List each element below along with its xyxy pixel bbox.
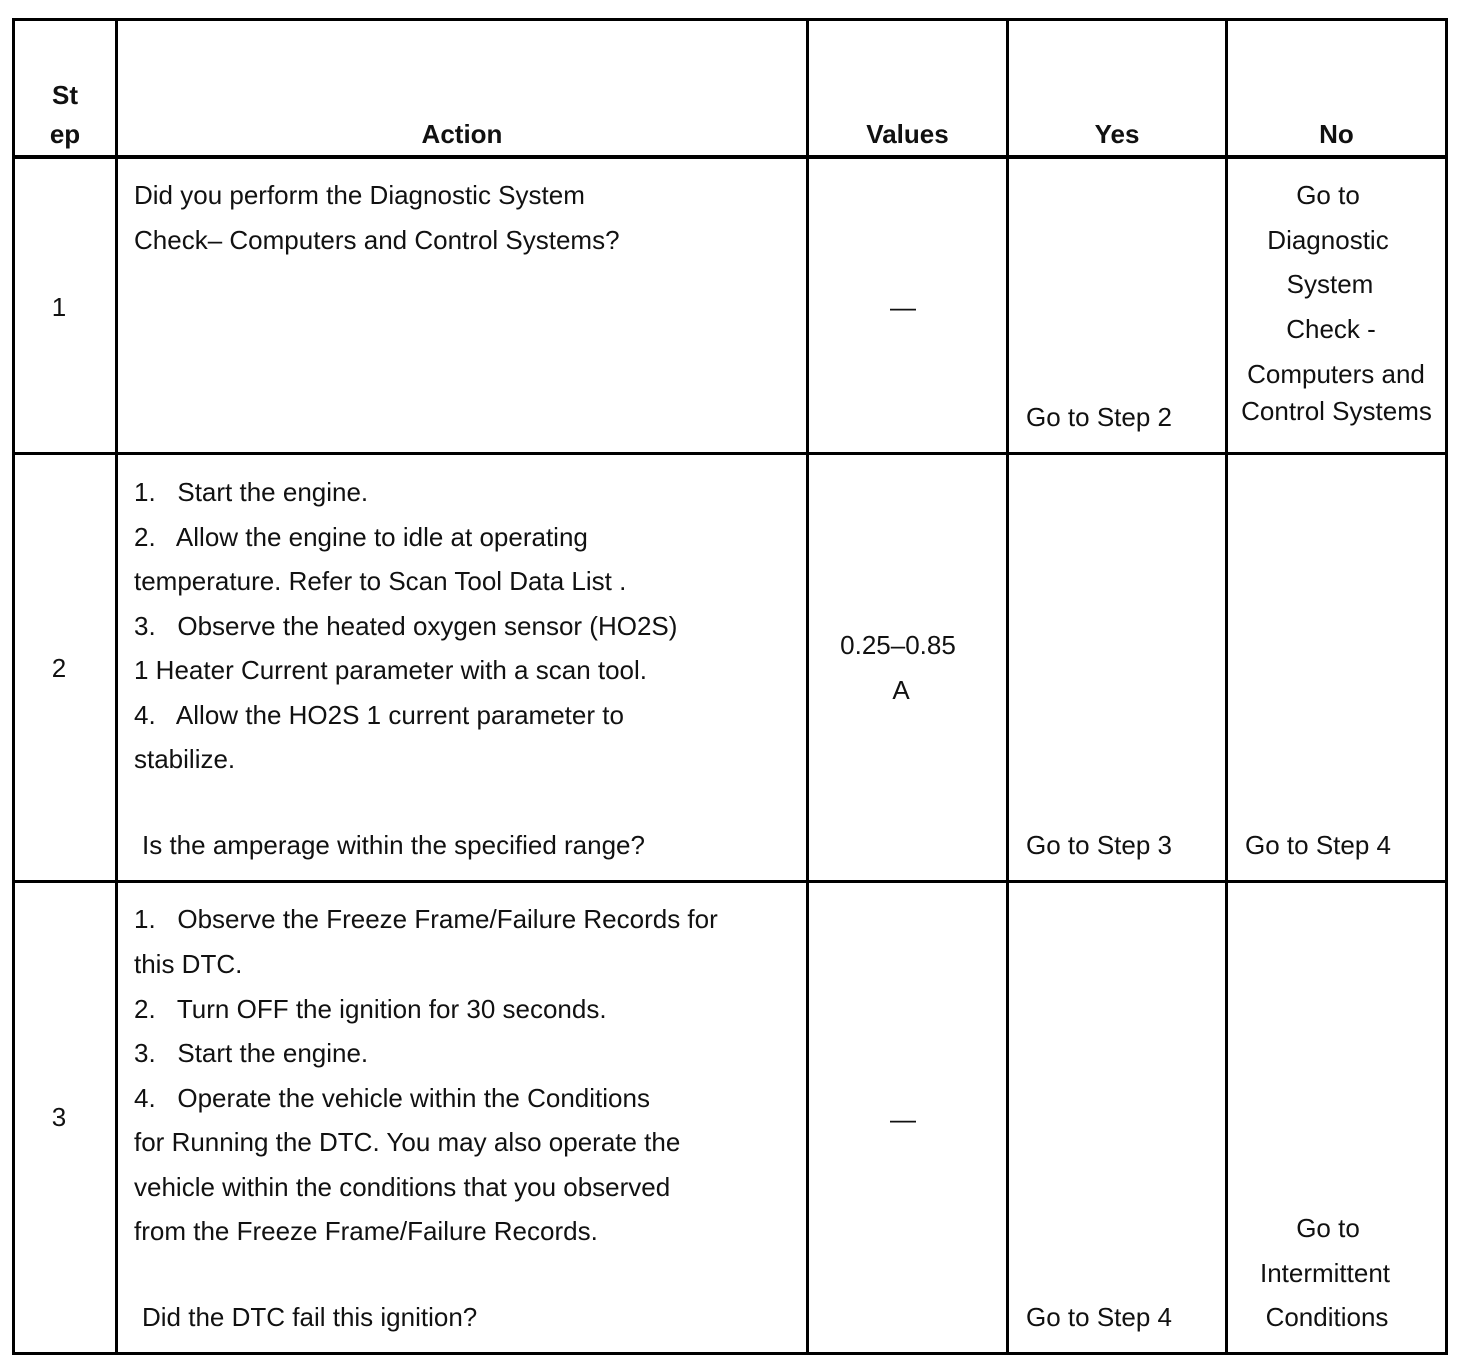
action-line: stabilize. xyxy=(134,744,236,774)
action-line: 1. Start the engine. xyxy=(134,477,369,507)
table-bottom-border xyxy=(12,1352,1448,1355)
step-number: 3 xyxy=(51,1102,67,1132)
no-cell-line: Go to xyxy=(1296,1213,1360,1243)
action-line: 1. Observe the Freeze Frame/Failure Records for xyxy=(134,904,718,934)
row-divider xyxy=(12,452,1448,455)
header-no: No xyxy=(1319,119,1354,149)
no-cell-line: Conditions xyxy=(1265,1302,1389,1332)
action-line: this DTC. xyxy=(134,949,243,979)
column-divider xyxy=(1225,18,1228,1355)
action-line: 4. Allow the HO2S 1 current parameter to xyxy=(134,700,624,730)
no-cell-line: System xyxy=(1286,269,1374,299)
column-divider xyxy=(115,18,118,1355)
no-cell-line: Computers and xyxy=(1247,359,1425,389)
table-top-border xyxy=(12,18,1448,21)
action-line: temperature. Refer to Scan Tool Data List . xyxy=(134,566,627,596)
action-line: from the Freeze Frame/Failure Records. xyxy=(134,1216,598,1246)
header-step-line1: St xyxy=(52,80,78,110)
value-cell: — xyxy=(890,1104,916,1134)
header-step-line2: ep xyxy=(49,119,81,149)
value-cell: — xyxy=(890,292,916,322)
no-cell-line: Control Systems xyxy=(1241,396,1432,426)
action-line: Did you perform the Diagnostic System xyxy=(134,180,585,210)
column-divider xyxy=(1006,18,1009,1355)
action-line: 4. Operate the vehicle within the Conditions xyxy=(134,1083,650,1113)
action-line: 3. Start the engine. xyxy=(134,1038,369,1068)
no-cell-line: Go to xyxy=(1296,180,1360,210)
action-line: 2. Allow the engine to idle at operating xyxy=(134,522,588,552)
column-divider xyxy=(1445,18,1448,1355)
header-divider xyxy=(12,155,1448,159)
action-question: Did the DTC fail this ignition? xyxy=(142,1302,478,1332)
action-line: Check– Computers and Control Systems? xyxy=(134,225,620,255)
no-cell-line: Intermittent xyxy=(1259,1258,1391,1288)
no-cell-line: Check - xyxy=(1286,314,1376,344)
step-number: 1 xyxy=(51,292,67,322)
action-question: Is the amperage within the specified range? xyxy=(142,830,645,860)
action-line: vehicle within the conditions that you observed xyxy=(134,1172,671,1202)
yes-cell: Go to Step 3 xyxy=(1026,830,1172,860)
yes-cell: Go to Step 4 xyxy=(1026,1302,1172,1332)
column-divider xyxy=(12,18,15,1355)
header-values: Values xyxy=(866,119,949,149)
header-action: Action xyxy=(421,119,503,149)
no-cell-line: Diagnostic xyxy=(1267,225,1389,255)
step-number: 2 xyxy=(51,653,67,683)
yes-cell: Go to Step 2 xyxy=(1026,402,1172,432)
no-cell: Go to Step 4 xyxy=(1245,830,1391,860)
row-divider xyxy=(12,880,1448,883)
action-line: for Running the DTC. You may also operate the xyxy=(134,1127,681,1157)
action-line: 3. Observe the heated oxygen sensor (HO2S) xyxy=(134,611,678,641)
header-yes: Yes xyxy=(1094,119,1140,149)
value-cell-line: A xyxy=(892,675,910,705)
action-line: 1 Heater Current parameter with a scan tool. xyxy=(134,655,648,685)
value-cell-line: 0.25–0.85 xyxy=(840,630,956,660)
action-line: 2. Turn OFF the ignition for 30 seconds. xyxy=(134,994,607,1024)
